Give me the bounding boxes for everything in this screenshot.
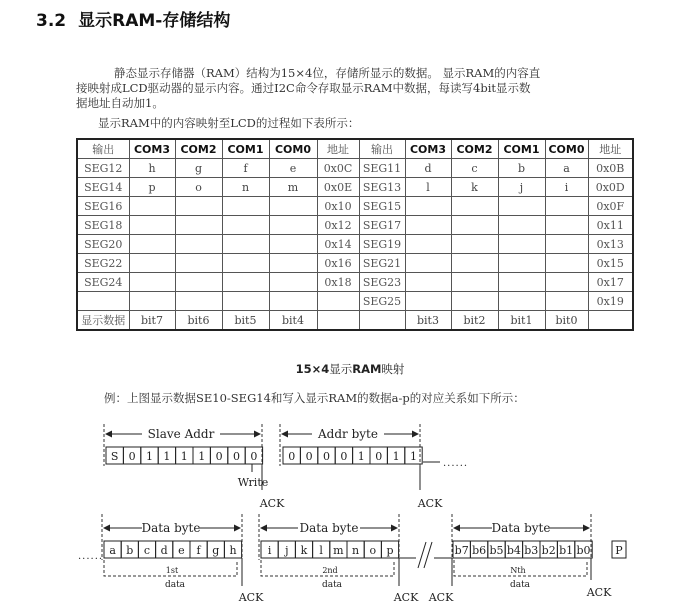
table-row [77,273,633,292]
second-data-bit: n [352,544,360,557]
table-footer-row [77,311,633,331]
caption-text-2: 映射 [381,362,405,376]
table-cell [405,216,451,235]
table-cell [175,235,222,254]
table-cell: SEG22 [77,254,129,273]
ack-label-6: ACK [586,586,612,599]
intro-line-4: 显示RAM中的内容映射至LCD的过程如下表所示： [98,116,360,130]
table-cell: SEG13 [359,178,405,197]
table-cell: m [269,178,317,197]
table-cell: 0x16 [317,254,359,273]
table-cell: SEG18 [77,216,129,235]
data-byte-label-2: Data byte [299,521,359,535]
addr-byte-bit: 0 [375,450,383,463]
second-data-bit: k [300,544,308,557]
table-cell: COM3 [129,139,175,159]
table-cell [405,273,451,292]
table-cell [129,254,175,273]
table-cell [222,216,269,235]
table-cell [175,197,222,216]
table-row [77,178,633,197]
table-cell [129,273,175,292]
table-cell [405,292,451,311]
table-cell [269,197,317,216]
table-cell: k [451,178,498,197]
second-data-sup: 2nd [322,566,338,575]
nth-data-bit: b6 [472,544,487,557]
slave-addr-bit: 0 [233,450,240,463]
table-cell: 输出 [77,139,129,159]
addr-byte-label: Addr byte [318,427,378,441]
table-cell [545,197,588,216]
table-cell [545,254,588,273]
table-cell [175,273,222,292]
caption-size: 15×4 [295,362,330,376]
table-cell: 0x10 [317,197,359,216]
table-cell [545,292,588,311]
nth-data-bit: b2 [541,544,556,557]
caption-text: 显示 [329,362,353,376]
second-data-word: data [321,580,343,590]
table-cell: bit2 [451,311,498,331]
nth-data-bit: b3 [524,544,539,557]
table-cell: 0x0E [317,178,359,197]
second-data-bit: i [267,544,272,557]
addr-byte-bit: 0 [340,450,348,463]
table-cell: d [405,159,451,178]
nth-data-bit: b0 [576,544,591,557]
table-cell [269,292,317,311]
table-cell: SEG21 [359,254,405,273]
ack-label-5: ACK [428,591,454,604]
table-cell [175,254,222,273]
ack-label-2: ACK [417,497,443,510]
data-byte-label-3: Data byte [491,521,551,535]
table-cell: COM0 [269,139,317,159]
continuation-dots: ...... [443,458,469,469]
addr-byte-bit: 0 [288,450,296,463]
table-cell [77,292,129,311]
table-cell [129,216,175,235]
table-row [77,292,633,311]
table-cell: bit7 [129,311,175,331]
table-cell [498,235,545,254]
i2c-write-diagram [0,410,700,610]
second-data-bit: p [386,544,394,557]
intro-line-3: 据地址自动加1。 [76,96,164,110]
table-cell: 0x0D [588,178,633,197]
table-cell [222,197,269,216]
table-cell: SEG20 [77,235,129,254]
table-cell: bit4 [269,311,317,331]
table-cell [498,292,545,311]
slave-addr-label: Slave Addr [147,427,215,441]
table-cell [498,216,545,235]
table-cell: bit3 [405,311,451,331]
table-cell: COM3 [405,139,451,159]
example-text: 例：上图显示数据SE10-SEG14和写入显示RAM的数据a-p的对应关系如下所示： [104,391,525,405]
table-cell [129,197,175,216]
table-cell [269,273,317,292]
addr-byte-bit: 1 [410,450,417,463]
table-cell: 0x0C [317,159,359,178]
table-row [77,216,633,235]
table-cell [588,311,633,331]
nth-data-bit: b1 [559,544,574,557]
table-cell [317,292,359,311]
table-row [77,159,633,178]
table-cell [175,292,222,311]
second-data-bit: m [333,544,344,557]
table-cell [222,235,269,254]
table-cell: c [451,159,498,178]
table-cell: i [545,178,588,197]
table-cell [498,254,545,273]
table-cell: a [545,159,588,178]
intro-line-1: 静态显示存储器（RAM）结构为15×4位，存储所显示的数据。 显示RAM的内容直 [114,66,541,80]
table-cell: bit0 [545,311,588,331]
table-cell: 0x18 [317,273,359,292]
table-cell: SEG17 [359,216,405,235]
first-data-bit: f [196,544,201,557]
slave-addr-bit: S [110,450,119,463]
second-data-bit: o [369,544,377,557]
table-cell: SEG15 [359,197,405,216]
table-cell [405,197,451,216]
nth-data-bit: b4 [506,544,521,557]
table-cell [498,273,545,292]
table-cell [222,254,269,273]
address-frame [104,424,468,510]
table-cell: SEG25 [359,292,405,311]
table-cell: COM2 [175,139,222,159]
table-cell: 0x12 [317,216,359,235]
table-cell: COM1 [222,139,269,159]
table-cell: 地址 [317,139,359,159]
table-cell [498,197,545,216]
section-heading [36,6,230,31]
table-cell [451,197,498,216]
table-row [77,254,633,273]
table-cell: 0x15 [588,254,633,273]
table-cell: 显示数据 [77,311,129,331]
table-cell: n [222,178,269,197]
table-cell [129,235,175,254]
table-caption [0,361,700,377]
table-cell: SEG14 [77,178,129,197]
table-cell: o [175,178,222,197]
table-cell: SEG16 [77,197,129,216]
table-cell: h [129,159,175,178]
table-cell: 0x0F [588,197,633,216]
ack-label-3: ACK [238,591,264,604]
table-cell: 输出 [359,139,405,159]
addr-byte-bit: 0 [305,450,313,463]
table-cell [222,273,269,292]
table-cell [129,292,175,311]
first-data-bit: a [109,544,116,557]
table-cell [405,235,451,254]
table-cell: 0x19 [588,292,633,311]
table-cell [317,311,359,331]
table-cell: bit6 [175,311,222,331]
table-cell: SEG24 [77,273,129,292]
section-number: 3.2 [36,11,67,31]
write-label: Write [237,476,269,489]
nth-data-word: data [509,580,531,590]
table-cell [175,216,222,235]
table-cell: j [498,178,545,197]
table-cell [222,292,269,311]
table-cell: 地址 [588,139,633,159]
slave-addr-bit: 0 [128,450,136,463]
table-cell: l [405,178,451,197]
table-cell: COM2 [451,139,498,159]
second-data-bit: j [285,544,289,557]
table-cell: e [269,159,317,178]
table-cell: bit5 [222,311,269,331]
slave-addr-bit: 1 [146,450,153,463]
slave-addr-bit: 0 [215,450,223,463]
table-cell: 0x13 [588,235,633,254]
table-header-row [77,139,633,159]
table-cell [269,216,317,235]
first-data-sup: 1st [165,566,179,575]
table-cell [269,235,317,254]
table-cell: f [222,159,269,178]
caption-ram: RAM [352,362,382,376]
data-frame [78,514,626,604]
addr-byte-bit: 1 [357,450,365,463]
first-data-word: data [164,580,186,590]
ack-label-4: ACK [393,591,419,604]
table-cell [451,292,498,311]
table-cell [405,254,451,273]
addr-byte-bit: 1 [392,450,400,463]
first-data-bit: b [126,544,134,557]
table-row [77,197,633,216]
table-cell [451,254,498,273]
table-cell [545,273,588,292]
table-cell: bit1 [498,311,545,331]
first-data-bit: h [229,544,237,557]
table-cell: 0x11 [588,216,633,235]
slave-addr-bit: 1 [198,450,206,463]
table-cell: p [129,178,175,197]
table-cell: b [498,159,545,178]
table-cell [269,254,317,273]
table-cell: COM0 [545,139,588,159]
table-cell: g [175,159,222,178]
table-cell: SEG19 [359,235,405,254]
nth-data-bit: b5 [489,544,504,557]
addr-byte-bit: 0 [323,450,330,463]
slave-addr-bit: 1 [163,450,171,463]
leading-dots: ...... [78,551,104,562]
nth-data-sup: Nth [510,566,526,575]
first-data-bit: d [160,544,168,557]
table-cell: SEG11 [359,159,405,178]
table-cell: SEG12 [77,159,129,178]
table-cell: COM1 [498,139,545,159]
table-cell: 0x0B [588,159,633,178]
nth-data-bit: b7 [454,544,469,557]
ack-label-1: ACK [259,497,285,510]
table-cell [451,235,498,254]
table-cell [545,235,588,254]
stop-condition: P [615,544,623,557]
table-cell [451,216,498,235]
first-data-bit: e [178,544,185,557]
slave-addr-bit: 1 [180,450,188,463]
second-data-bit: l [319,544,323,557]
section-title: 显示RAM-存储结构 [78,11,231,31]
table-cell [359,311,405,331]
table-cell: 0x17 [588,273,633,292]
table-cell: 0x14 [317,235,359,254]
intro-line-2: 接映射成LCD驱动器的显示内容。通过I2C命令存取显示RAM中数据，每读写4bit显示数 [76,81,531,95]
table-row [77,235,633,254]
slave-addr-bit: 0 [250,450,258,463]
first-data-bit: g [212,544,220,557]
table-cell [545,216,588,235]
table-cell: SEG23 [359,273,405,292]
first-data-bit: c [143,544,151,557]
ram-map-table [76,138,634,331]
table-cell [451,273,498,292]
data-byte-label-1: Data byte [141,521,201,535]
